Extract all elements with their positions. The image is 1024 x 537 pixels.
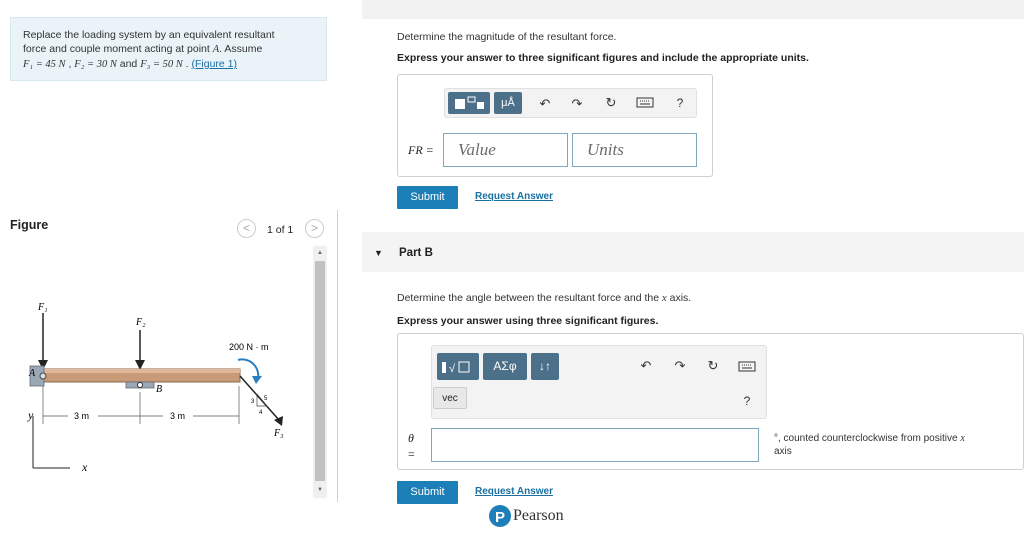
units-input[interactable]: Units bbox=[572, 133, 697, 167]
templates-button-b[interactable] bbox=[437, 353, 479, 380]
prev-figure-button[interactable]: < bbox=[237, 219, 256, 238]
fr-label: FR = bbox=[408, 143, 434, 157]
dim-3m-right: 3 m bbox=[170, 411, 186, 421]
value-input[interactable]: Value bbox=[443, 133, 568, 167]
undo-icon[interactable]: ↶ bbox=[539, 96, 551, 111]
part-b-instruction: Express your answer using three significant figures. bbox=[397, 315, 659, 327]
part-b-header[interactable] bbox=[362, 232, 1024, 272]
panel-divider bbox=[337, 210, 338, 502]
equals-sign: = bbox=[408, 447, 415, 461]
part-b-label: Part B bbox=[399, 247, 433, 259]
x-axis-label: x bbox=[82, 460, 88, 474]
templates-sqrt-icon bbox=[437, 353, 479, 380]
f1-label: F₁ bbox=[38, 302, 48, 313]
problem-line-1: Replace the loading system by an equivalent resultant bbox=[23, 29, 275, 41]
figure-page-indicator: 1 of 1 bbox=[267, 224, 294, 236]
templates-icon bbox=[448, 92, 490, 114]
subscript-superscript-button[interactable]: ↓↑ bbox=[531, 353, 559, 380]
beam-figure bbox=[0, 290, 310, 490]
slope-3: 3 bbox=[251, 399, 255, 405]
reset-icon-b[interactable]: ↻ bbox=[707, 358, 719, 373]
vector-button[interactable]: vec bbox=[433, 387, 467, 409]
undo-icon-b[interactable]: ↶ bbox=[640, 358, 652, 373]
keyboard-icon-b[interactable] bbox=[738, 359, 756, 376]
f3-label: F₃ bbox=[274, 428, 284, 439]
part-b-submit-button[interactable]: Submit bbox=[397, 481, 458, 504]
part-b-question: Determine the angle between the resultant force and the x axis. bbox=[397, 292, 692, 304]
next-figure-button[interactable]: > bbox=[305, 219, 324, 238]
scroll-down-arrow[interactable]: ▼ bbox=[317, 487, 323, 493]
redo-icon-b[interactable]: ↷ bbox=[674, 358, 686, 373]
redo-icon[interactable]: ↷ bbox=[571, 96, 583, 111]
part-b-toolbar bbox=[431, 345, 767, 419]
svg-text:√: √ bbox=[449, 363, 456, 375]
help-icon-b[interactable]: ? bbox=[743, 394, 751, 408]
pearson-brand: Pearson bbox=[513, 507, 564, 524]
figure-link[interactable]: (Figure 1) bbox=[191, 58, 238, 70]
greek-symbols-button[interactable]: ΑΣφ bbox=[483, 353, 527, 380]
problem-statement: Replace the loading system by an equivalent resultant force and couple moment acting at point A. Assume F₁ = 45 N , F₂ = 30 N and F₃ = 50 N . (Figure 1) bbox=[10, 17, 327, 81]
point-b-label: B bbox=[156, 384, 163, 395]
moment-label: 200 N · m bbox=[229, 342, 269, 352]
units-symbols-button[interactable]: μÅ bbox=[494, 92, 522, 114]
point-label: A bbox=[212, 44, 220, 55]
figure-scroll-thumb[interactable] bbox=[315, 261, 325, 481]
f3-value: F₃ = 50 N bbox=[140, 59, 183, 70]
part-a-instruction: Express your answer to three significant figures and include the appropriate units. bbox=[397, 52, 809, 64]
scroll-up-arrow[interactable]: ▲ bbox=[317, 250, 323, 256]
f3-arrowhead bbox=[274, 416, 283, 426]
angle-input[interactable] bbox=[431, 428, 759, 462]
angle-units-note: °, counted counterclockwise from positive x axis bbox=[774, 433, 965, 457]
templates-button[interactable] bbox=[448, 92, 490, 114]
moment-arc bbox=[238, 359, 258, 378]
point-a-label: A bbox=[29, 368, 36, 379]
previous-part-bar bbox=[362, 0, 1024, 19]
svg-text:P: P bbox=[495, 509, 506, 526]
help-icon[interactable]: ? bbox=[676, 96, 684, 110]
reset-icon[interactable]: ↻ bbox=[605, 95, 617, 110]
keyboard-icon[interactable] bbox=[636, 95, 654, 112]
theta-label: θ bbox=[408, 431, 414, 445]
part-b-request-answer-link[interactable]: Request Answer bbox=[475, 486, 553, 497]
part-a-request-answer-link[interactable]: Request Answer bbox=[475, 191, 553, 202]
part-a-question: Determine the magnitude of the resultant force. bbox=[397, 31, 617, 43]
figure-title: Figure bbox=[10, 218, 49, 232]
dim-3m-left: 3 m bbox=[74, 411, 90, 421]
slope-5: 5 bbox=[264, 396, 268, 402]
slope-4: 4 bbox=[259, 410, 263, 416]
f1-value: F₁ = 45 N bbox=[23, 59, 66, 70]
y-axis-label: y bbox=[28, 408, 34, 422]
f2-label: F₂ bbox=[136, 317, 146, 328]
pearson-logo-icon bbox=[488, 504, 512, 528]
part-a-submit-button[interactable]: Submit bbox=[397, 186, 458, 209]
f2-value: F₂ = 30 N bbox=[74, 59, 117, 70]
collapse-caret-icon[interactable]: ▼ bbox=[374, 248, 383, 258]
problem-line-2: force and couple moment acting at point bbox=[23, 43, 213, 55]
